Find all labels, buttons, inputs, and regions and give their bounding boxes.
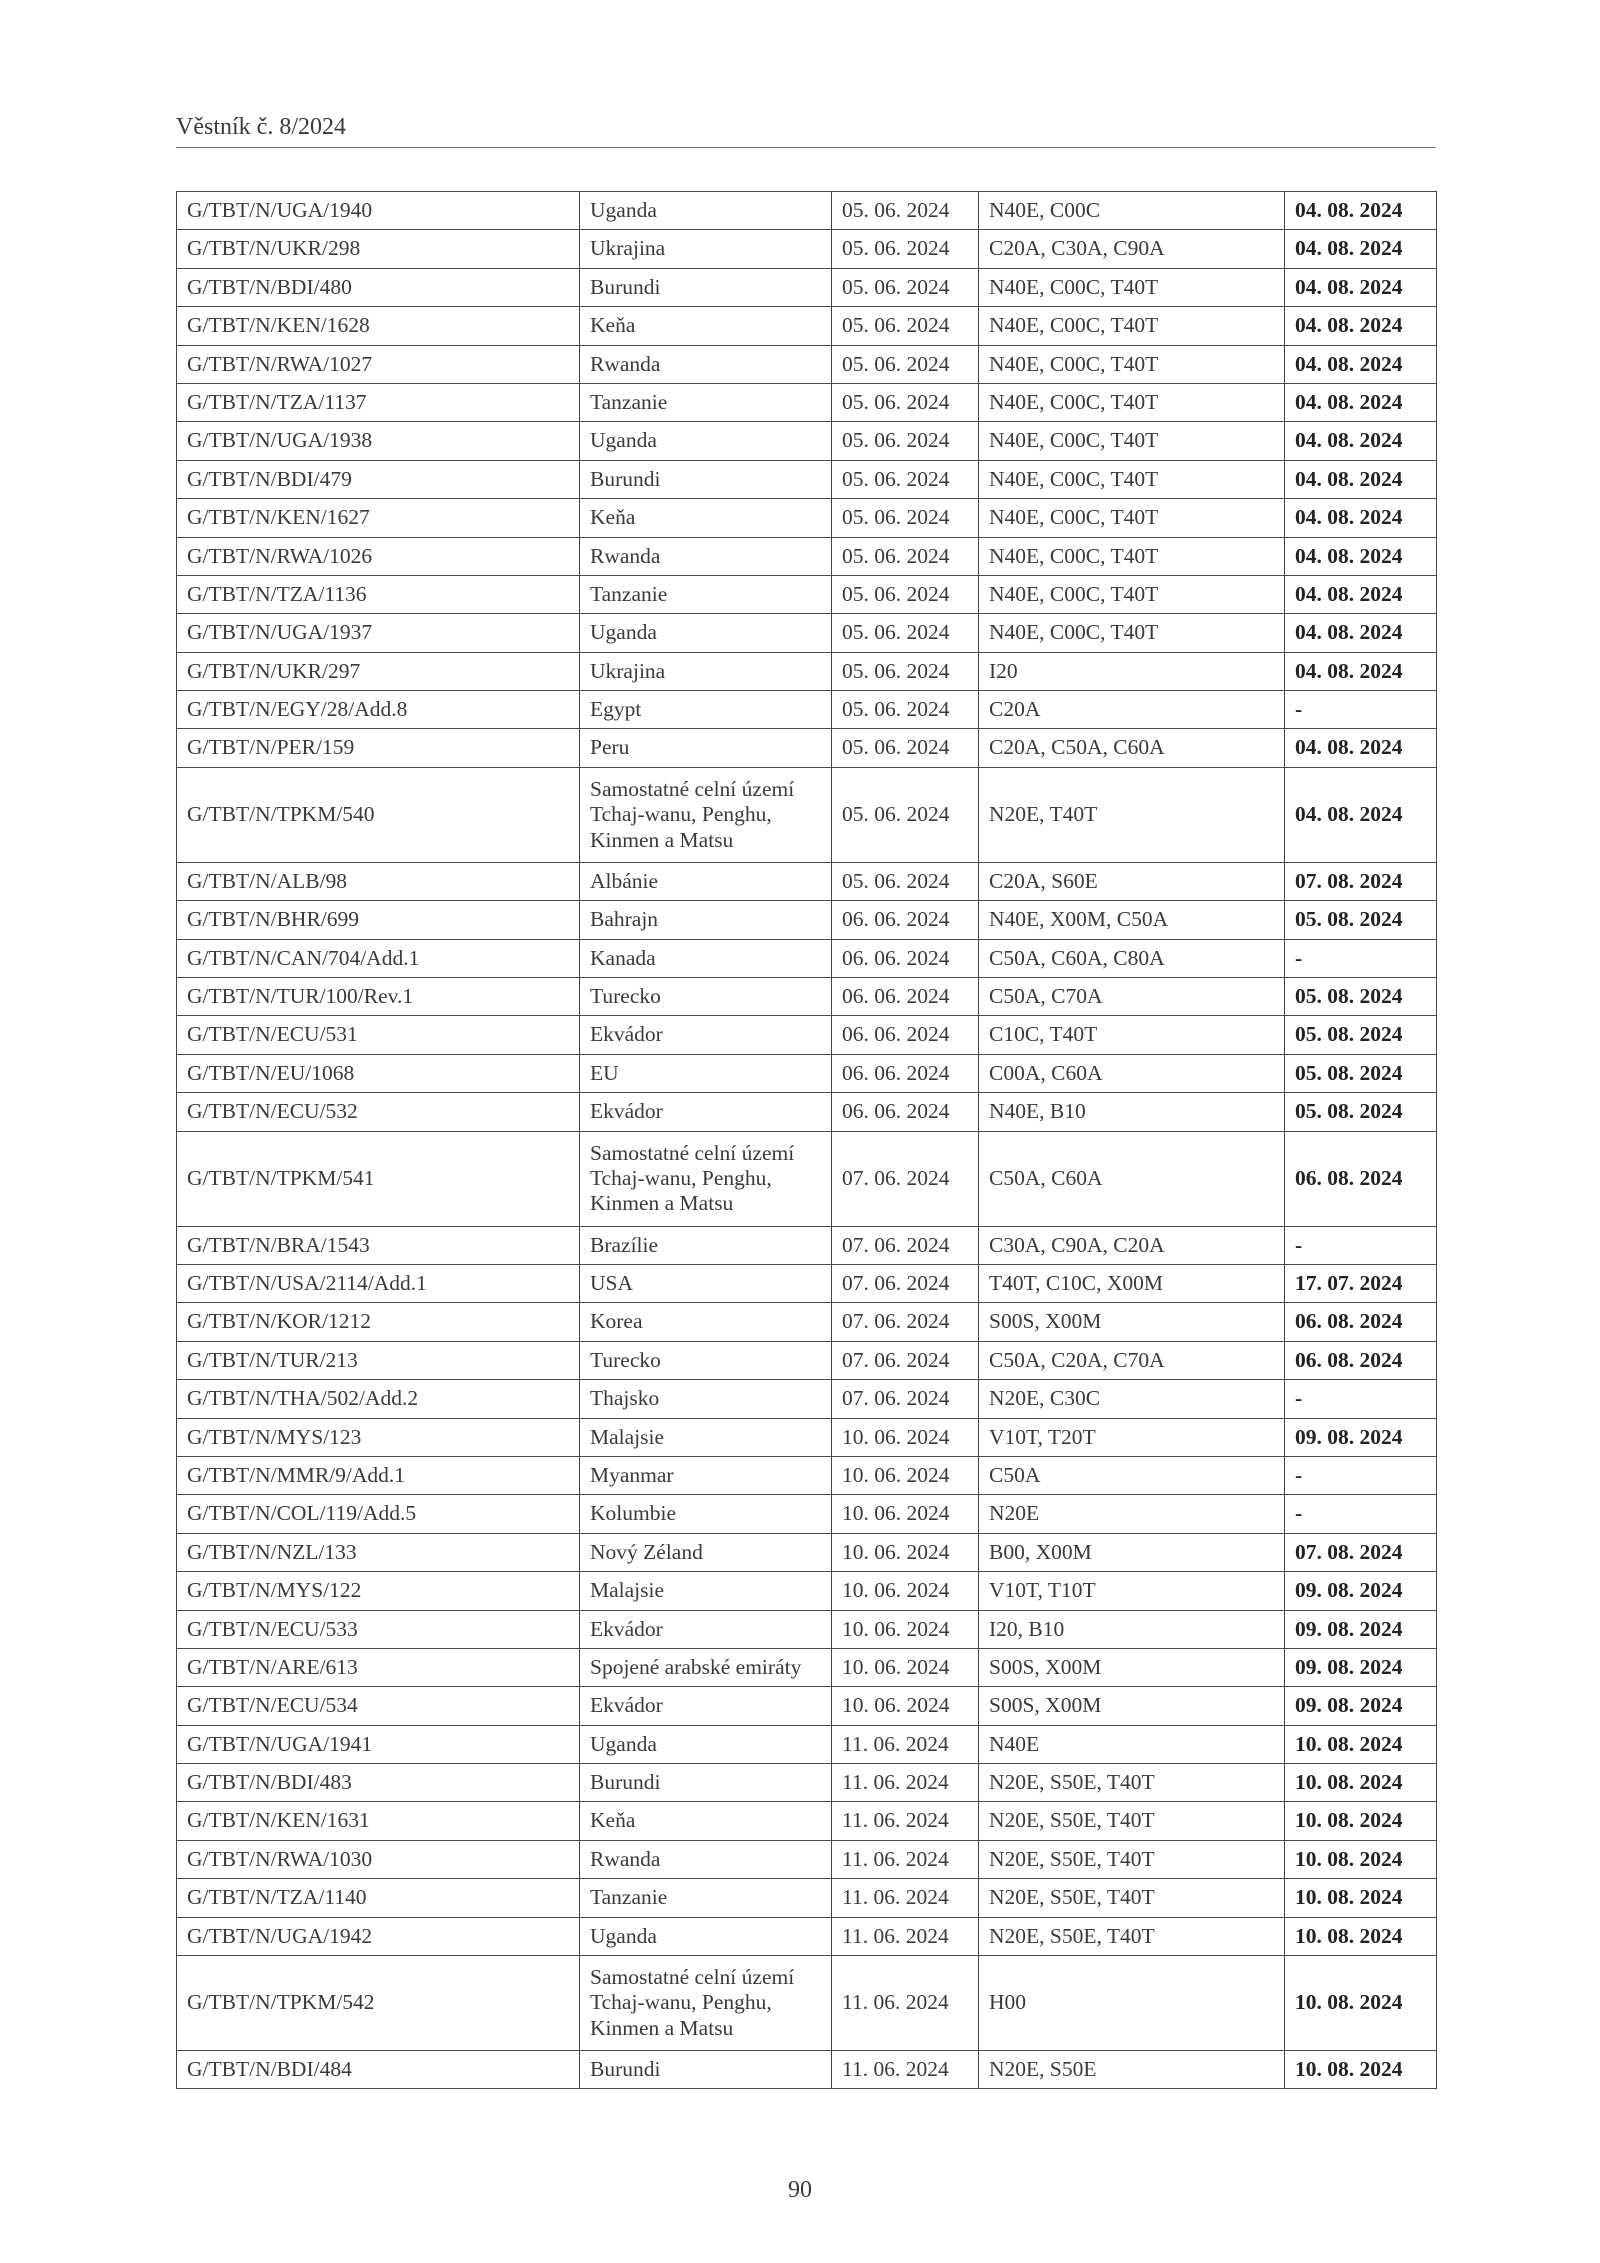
comment-deadline-cell: 09. 08. 2024: [1285, 1418, 1437, 1456]
ics-codes-cell: N40E, C00C, T40T: [979, 268, 1285, 306]
notification-symbol-cell: G/TBT/N/EU/1068: [177, 1054, 580, 1092]
comment-deadline-cell: 10. 08. 2024: [1285, 1802, 1437, 1840]
member-country-cell: Rwanda: [580, 345, 832, 383]
table-row: [177, 307, 1437, 345]
ics-codes-cell: N20E, S50E, T40T: [979, 1917, 1285, 1955]
member-country-cell: Nový Zéland: [580, 1533, 832, 1571]
comment-deadline-cell: 09. 08. 2024: [1285, 1648, 1437, 1686]
table-row: [177, 767, 1437, 862]
table-row: [177, 729, 1437, 767]
ics-codes-cell: C20A, C50A, C60A: [979, 729, 1285, 767]
notification-date-cell: 05. 06. 2024: [832, 729, 979, 767]
notification-symbol-cell: G/TBT/N/USA/2114/Add.1: [177, 1264, 580, 1302]
ics-codes-cell: H00: [979, 1956, 1285, 2051]
comment-deadline-cell: 10. 08. 2024: [1285, 1917, 1437, 1955]
journal-title: Věstník č. 8/2024: [176, 114, 346, 140]
notification-date-cell: 10. 06. 2024: [832, 1572, 979, 1610]
member-country-cell: Uganda: [580, 1725, 832, 1763]
notification-date-cell: 05. 06. 2024: [832, 499, 979, 537]
comment-deadline-cell: 07. 08. 2024: [1285, 1533, 1437, 1571]
notification-date-cell: 10. 06. 2024: [832, 1648, 979, 1686]
member-country-cell: Tanzanie: [580, 383, 832, 421]
member-country-cell: Myanmar: [580, 1456, 832, 1494]
comment-deadline-cell: 07. 08. 2024: [1285, 862, 1437, 900]
notification-symbol-cell: G/TBT/N/UGA/1937: [177, 614, 580, 652]
table-row: [177, 1572, 1437, 1610]
comment-deadline-cell: 10. 08. 2024: [1285, 1956, 1437, 2051]
comment-deadline-cell: 05. 08. 2024: [1285, 1093, 1437, 1131]
table-row: [177, 1380, 1437, 1418]
comment-deadline-cell: 04. 08. 2024: [1285, 729, 1437, 767]
notification-date-cell: 07. 06. 2024: [832, 1380, 979, 1418]
notification-symbol-cell: G/TBT/N/TZA/1136: [177, 575, 580, 613]
member-country-cell: Ekvádor: [580, 1610, 832, 1648]
table-row: [177, 345, 1437, 383]
comment-deadline-cell: 04. 08. 2024: [1285, 614, 1437, 652]
table-row: [177, 1226, 1437, 1264]
notification-symbol-cell: G/TBT/N/KEN/1631: [177, 1802, 580, 1840]
member-country-cell: Tanzanie: [580, 575, 832, 613]
notification-symbol-cell: G/TBT/N/CAN/704/Add.1: [177, 939, 580, 977]
ics-codes-cell: C50A, C60A, C80A: [979, 939, 1285, 977]
notification-symbol-cell: G/TBT/N/NZL/133: [177, 1533, 580, 1571]
table-row: [177, 1879, 1437, 1917]
table-row: [177, 901, 1437, 939]
ics-codes-cell: N40E, C00C, T40T: [979, 460, 1285, 498]
comment-deadline-cell: 06. 08. 2024: [1285, 1303, 1437, 1341]
table-row: [177, 268, 1437, 306]
member-country-cell: Rwanda: [580, 537, 832, 575]
ics-codes-cell: V10T, T20T: [979, 1418, 1285, 1456]
notification-date-cell: 05. 06. 2024: [832, 537, 979, 575]
comment-deadline-cell: 10. 08. 2024: [1285, 1764, 1437, 1802]
notification-date-cell: 10. 06. 2024: [832, 1495, 979, 1533]
comment-deadline-cell: 04. 08. 2024: [1285, 499, 1437, 537]
table-row: [177, 652, 1437, 690]
notification-date-cell: 05. 06. 2024: [832, 192, 979, 230]
notification-symbol-cell: G/TBT/N/RWA/1027: [177, 345, 580, 383]
ics-codes-cell: N40E, C00C, T40T: [979, 422, 1285, 460]
notification-symbol-cell: G/TBT/N/ALB/98: [177, 862, 580, 900]
notification-date-cell: 05. 06. 2024: [832, 862, 979, 900]
ics-codes-cell: N40E, C00C, T40T: [979, 537, 1285, 575]
notification-date-cell: 11. 06. 2024: [832, 1917, 979, 1955]
notification-date-cell: 05. 06. 2024: [832, 383, 979, 421]
member-country-cell: Malajsie: [580, 1572, 832, 1610]
member-country-cell: Keňa: [580, 1802, 832, 1840]
notification-symbol-cell: G/TBT/N/UKR/297: [177, 652, 580, 690]
ics-codes-cell: N40E, C00C, T40T: [979, 614, 1285, 652]
member-country-cell: Tanzanie: [580, 1879, 832, 1917]
ics-codes-cell: C10C, T40T: [979, 1016, 1285, 1054]
ics-codes-cell: N40E, C00C, T40T: [979, 307, 1285, 345]
comment-deadline-cell: 05. 08. 2024: [1285, 978, 1437, 1016]
notification-date-cell: 07. 06. 2024: [832, 1264, 979, 1302]
notification-symbol-cell: G/TBT/N/KOR/1212: [177, 1303, 580, 1341]
comment-deadline-cell: 04. 08. 2024: [1285, 652, 1437, 690]
table-row: [177, 230, 1437, 268]
ics-codes-cell: C50A: [979, 1456, 1285, 1494]
notification-date-cell: 06. 06. 2024: [832, 1093, 979, 1131]
member-country-cell: Burundi: [580, 460, 832, 498]
notification-date-cell: 07. 06. 2024: [832, 1226, 979, 1264]
notification-symbol-cell: G/TBT/N/THA/502/Add.2: [177, 1380, 580, 1418]
notification-date-cell: 05. 06. 2024: [832, 460, 979, 498]
table-row: [177, 1840, 1437, 1878]
notification-date-cell: 11. 06. 2024: [832, 1879, 979, 1917]
notification-symbol-cell: G/TBT/N/TUR/100/Rev.1: [177, 978, 580, 1016]
member-country-cell: Bahrajn: [580, 901, 832, 939]
notification-symbol-cell: G/TBT/N/BDI/480: [177, 268, 580, 306]
table-row: [177, 383, 1437, 421]
table-row: [177, 1533, 1437, 1571]
notification-symbol-cell: G/TBT/N/TUR/213: [177, 1341, 580, 1379]
notification-date-cell: 07. 06. 2024: [832, 1131, 979, 1226]
member-country-cell: Spojené arabské emiráty: [580, 1648, 832, 1686]
notification-symbol-cell: G/TBT/N/TPKM/540: [177, 767, 580, 862]
table-row: [177, 1456, 1437, 1494]
table-row: [177, 1764, 1437, 1802]
ics-codes-cell: N20E, S50E, T40T: [979, 1879, 1285, 1917]
table-row: [177, 1648, 1437, 1686]
member-country-cell: Keňa: [580, 499, 832, 537]
comment-deadline-cell: 04. 08. 2024: [1285, 460, 1437, 498]
comment-deadline-cell: 04. 08. 2024: [1285, 383, 1437, 421]
table-row: [177, 862, 1437, 900]
page-number: 90: [788, 2177, 812, 2203]
table-row: [177, 1341, 1437, 1379]
ics-codes-cell: N20E, S50E, T40T: [979, 1802, 1285, 1840]
table-row: [177, 2051, 1437, 2089]
notification-symbol-cell: G/TBT/N/BDI/484: [177, 2051, 580, 2089]
ics-codes-cell: N40E: [979, 1725, 1285, 1763]
ics-codes-cell: I20: [979, 652, 1285, 690]
notification-symbol-cell: G/TBT/N/UGA/1938: [177, 422, 580, 460]
comment-deadline-cell: 04. 08. 2024: [1285, 268, 1437, 306]
ics-codes-cell: N20E, S50E, T40T: [979, 1764, 1285, 1802]
ics-codes-cell: N40E, B10: [979, 1093, 1285, 1131]
comment-deadline-cell: -: [1285, 1456, 1437, 1494]
ics-codes-cell: B00, X00M: [979, 1533, 1285, 1571]
comment-deadline-cell: 04. 08. 2024: [1285, 575, 1437, 613]
ics-codes-cell: N40E, C00C: [979, 192, 1285, 230]
notification-symbol-cell: G/TBT/N/KEN/1627: [177, 499, 580, 537]
notification-date-cell: 05. 06. 2024: [832, 345, 979, 383]
notification-date-cell: 05. 06. 2024: [832, 230, 979, 268]
ics-codes-cell: N20E: [979, 1495, 1285, 1533]
member-country-cell: Samostatné celní území Tchaj-wanu, Penghu, Kinmen a Matsu: [580, 1956, 832, 2051]
ics-codes-cell: N40E, C00C, T40T: [979, 345, 1285, 383]
comment-deadline-cell: 10. 08. 2024: [1285, 1725, 1437, 1763]
member-country-cell: Ukrajina: [580, 652, 832, 690]
comment-deadline-cell: 04. 08. 2024: [1285, 422, 1437, 460]
notifications-table: [176, 191, 1437, 2089]
notification-date-cell: 11. 06. 2024: [832, 1840, 979, 1878]
ics-codes-cell: N40E, X00M, C50A: [979, 901, 1285, 939]
notification-symbol-cell: G/TBT/N/BDI/483: [177, 1764, 580, 1802]
notification-date-cell: 05. 06. 2024: [832, 575, 979, 613]
table-row: [177, 939, 1437, 977]
notification-symbol-cell: G/TBT/N/COL/119/Add.5: [177, 1495, 580, 1533]
comment-deadline-cell: 04. 08. 2024: [1285, 537, 1437, 575]
member-country-cell: Samostatné celní území Tchaj-wanu, Penghu, Kinmen a Matsu: [580, 1131, 832, 1226]
notification-symbol-cell: G/TBT/N/ECU/531: [177, 1016, 580, 1054]
table-row: [177, 691, 1437, 729]
notification-date-cell: 10. 06. 2024: [832, 1418, 979, 1456]
ics-codes-cell: C50A, C60A: [979, 1131, 1285, 1226]
comment-deadline-cell: 17. 07. 2024: [1285, 1264, 1437, 1302]
table-body: [177, 192, 1437, 2089]
member-country-cell: Turecko: [580, 978, 832, 1016]
notification-symbol-cell: G/TBT/N/BHR/699: [177, 901, 580, 939]
member-country-cell: Uganda: [580, 422, 832, 460]
comment-deadline-cell: 10. 08. 2024: [1285, 1879, 1437, 1917]
table-row: [177, 1610, 1437, 1648]
ics-codes-cell: S00S, X00M: [979, 1303, 1285, 1341]
notification-symbol-cell: G/TBT/N/ECU/534: [177, 1687, 580, 1725]
notification-date-cell: 05. 06. 2024: [832, 767, 979, 862]
comment-deadline-cell: -: [1285, 1226, 1437, 1264]
comment-deadline-cell: 04. 08. 2024: [1285, 307, 1437, 345]
table-row: [177, 537, 1437, 575]
table-row: [177, 422, 1437, 460]
notification-date-cell: 06. 06. 2024: [832, 939, 979, 977]
notification-symbol-cell: G/TBT/N/TZA/1140: [177, 1879, 580, 1917]
ics-codes-cell: C00A, C60A: [979, 1054, 1285, 1092]
table-row: [177, 978, 1437, 1016]
table-row: [177, 614, 1437, 652]
member-country-cell: Burundi: [580, 268, 832, 306]
notification-symbol-cell: G/TBT/N/EGY/28/Add.8: [177, 691, 580, 729]
member-country-cell: Korea: [580, 1303, 832, 1341]
notification-symbol-cell: G/TBT/N/MYS/122: [177, 1572, 580, 1610]
notification-date-cell: 05. 06. 2024: [832, 691, 979, 729]
ics-codes-cell: V10T, T10T: [979, 1572, 1285, 1610]
notification-date-cell: 07. 06. 2024: [832, 1303, 979, 1341]
member-country-cell: Samostatné celní území Tchaj-wanu, Penghu, Kinmen a Matsu: [580, 767, 832, 862]
member-country-cell: Ukrajina: [580, 230, 832, 268]
comment-deadline-cell: 04. 08. 2024: [1285, 767, 1437, 862]
table-row: [177, 1495, 1437, 1533]
comment-deadline-cell: 04. 08. 2024: [1285, 345, 1437, 383]
notification-date-cell: 11. 06. 2024: [832, 1956, 979, 2051]
member-country-cell: Egypt: [580, 691, 832, 729]
member-country-cell: Malajsie: [580, 1418, 832, 1456]
notification-symbol-cell: G/TBT/N/ECU/533: [177, 1610, 580, 1648]
notification-date-cell: 05. 06. 2024: [832, 652, 979, 690]
comment-deadline-cell: -: [1285, 1495, 1437, 1533]
comment-deadline-cell: 05. 08. 2024: [1285, 1054, 1437, 1092]
notification-date-cell: 10. 06. 2024: [832, 1456, 979, 1494]
member-country-cell: Rwanda: [580, 1840, 832, 1878]
notification-date-cell: 11. 06. 2024: [832, 1802, 979, 1840]
comment-deadline-cell: 05. 08. 2024: [1285, 1016, 1437, 1054]
notification-date-cell: 06. 06. 2024: [832, 1016, 979, 1054]
comment-deadline-cell: 10. 08. 2024: [1285, 2051, 1437, 2089]
notification-symbol-cell: G/TBT/N/KEN/1628: [177, 307, 580, 345]
notification-symbol-cell: G/TBT/N/UGA/1940: [177, 192, 580, 230]
notification-date-cell: 06. 06. 2024: [832, 978, 979, 1016]
table-row: [177, 1093, 1437, 1131]
comment-deadline-cell: -: [1285, 939, 1437, 977]
table-row: [177, 460, 1437, 498]
ics-codes-cell: C20A: [979, 691, 1285, 729]
notification-symbol-cell: G/TBT/N/TPKM/542: [177, 1956, 580, 2051]
table-row: [177, 1131, 1437, 1226]
comment-deadline-cell: 04. 08. 2024: [1285, 192, 1437, 230]
member-country-cell: Burundi: [580, 1764, 832, 1802]
table-row: [177, 1802, 1437, 1840]
notification-symbol-cell: G/TBT/N/BDI/479: [177, 460, 580, 498]
table-row: [177, 1956, 1437, 2051]
page-header: [176, 111, 1436, 148]
comment-deadline-cell: 09. 08. 2024: [1285, 1572, 1437, 1610]
member-country-cell: USA: [580, 1264, 832, 1302]
member-country-cell: Uganda: [580, 192, 832, 230]
ics-codes-cell: N20E, S50E: [979, 2051, 1285, 2089]
notification-symbol-cell: G/TBT/N/MMR/9/Add.1: [177, 1456, 580, 1494]
table-row: [177, 1687, 1437, 1725]
ics-codes-cell: C30A, C90A, C20A: [979, 1226, 1285, 1264]
notification-date-cell: 05. 06. 2024: [832, 422, 979, 460]
comment-deadline-cell: 04. 08. 2024: [1285, 230, 1437, 268]
notification-date-cell: 10. 06. 2024: [832, 1610, 979, 1648]
table-row: [177, 1264, 1437, 1302]
comment-deadline-cell: -: [1285, 1380, 1437, 1418]
notification-symbol-cell: G/TBT/N/PER/159: [177, 729, 580, 767]
comment-deadline-cell: 06. 08. 2024: [1285, 1131, 1437, 1226]
member-country-cell: Keňa: [580, 307, 832, 345]
ics-codes-cell: N20E, T40T: [979, 767, 1285, 862]
ics-codes-cell: S00S, X00M: [979, 1648, 1285, 1686]
table-row: [177, 1054, 1437, 1092]
ics-codes-cell: N40E, C00C, T40T: [979, 575, 1285, 613]
table-row: [177, 575, 1437, 613]
comment-deadline-cell: 10. 08. 2024: [1285, 1840, 1437, 1878]
table-row: [177, 192, 1437, 230]
notification-symbol-cell: G/TBT/N/UGA/1941: [177, 1725, 580, 1763]
member-country-cell: Kolumbie: [580, 1495, 832, 1533]
member-country-cell: Ekvádor: [580, 1687, 832, 1725]
table-row: [177, 1016, 1437, 1054]
ics-codes-cell: I20, B10: [979, 1610, 1285, 1648]
notification-date-cell: 11. 06. 2024: [832, 1764, 979, 1802]
member-country-cell: Thajsko: [580, 1380, 832, 1418]
table-row: [177, 499, 1437, 537]
notification-symbol-cell: G/TBT/N/UKR/298: [177, 230, 580, 268]
ics-codes-cell: C50A, C20A, C70A: [979, 1341, 1285, 1379]
ics-codes-cell: C20A, S60E: [979, 862, 1285, 900]
notification-date-cell: 05. 06. 2024: [832, 614, 979, 652]
notification-symbol-cell: G/TBT/N/TPKM/541: [177, 1131, 580, 1226]
notification-symbol-cell: G/TBT/N/ECU/532: [177, 1093, 580, 1131]
comment-deadline-cell: 09. 08. 2024: [1285, 1687, 1437, 1725]
notification-symbol-cell: G/TBT/N/RWA/1030: [177, 1840, 580, 1878]
notification-symbol-cell: G/TBT/N/RWA/1026: [177, 537, 580, 575]
ics-codes-cell: C50A, C70A: [979, 978, 1285, 1016]
member-country-cell: Peru: [580, 729, 832, 767]
notification-date-cell: 05. 06. 2024: [832, 307, 979, 345]
comment-deadline-cell: -: [1285, 691, 1437, 729]
table-row: [177, 1303, 1437, 1341]
member-country-cell: Albánie: [580, 862, 832, 900]
member-country-cell: Turecko: [580, 1341, 832, 1379]
notification-symbol-cell: G/TBT/N/ARE/613: [177, 1648, 580, 1686]
ics-codes-cell: T40T, C10C, X00M: [979, 1264, 1285, 1302]
notification-symbol-cell: G/TBT/N/MYS/123: [177, 1418, 580, 1456]
table-row: [177, 1418, 1437, 1456]
notification-date-cell: 10. 06. 2024: [832, 1533, 979, 1571]
ics-codes-cell: S00S, X00M: [979, 1687, 1285, 1725]
notification-symbol-cell: G/TBT/N/BRA/1543: [177, 1226, 580, 1264]
notification-date-cell: 06. 06. 2024: [832, 1054, 979, 1092]
ics-codes-cell: N40E, C00C, T40T: [979, 499, 1285, 537]
table-row: [177, 1725, 1437, 1763]
ics-codes-cell: C20A, C30A, C90A: [979, 230, 1285, 268]
member-country-cell: Uganda: [580, 1917, 832, 1955]
member-country-cell: Kanada: [580, 939, 832, 977]
member-country-cell: Burundi: [580, 2051, 832, 2089]
notification-date-cell: 11. 06. 2024: [832, 2051, 979, 2089]
ics-codes-cell: N40E, C00C, T40T: [979, 383, 1285, 421]
notification-date-cell: 11. 06. 2024: [832, 1725, 979, 1763]
notification-date-cell: 06. 06. 2024: [832, 901, 979, 939]
member-country-cell: Ekvádor: [580, 1093, 832, 1131]
ics-codes-cell: N20E, C30C: [979, 1380, 1285, 1418]
comment-deadline-cell: 05. 08. 2024: [1285, 901, 1437, 939]
comment-deadline-cell: 06. 08. 2024: [1285, 1341, 1437, 1379]
notification-symbol-cell: G/TBT/N/TZA/1137: [177, 383, 580, 421]
member-country-cell: Ekvádor: [580, 1016, 832, 1054]
notification-date-cell: 10. 06. 2024: [832, 1687, 979, 1725]
member-country-cell: EU: [580, 1054, 832, 1092]
notification-date-cell: 07. 06. 2024: [832, 1341, 979, 1379]
notification-symbol-cell: G/TBT/N/UGA/1942: [177, 1917, 580, 1955]
comment-deadline-cell: 09. 08. 2024: [1285, 1610, 1437, 1648]
member-country-cell: Uganda: [580, 614, 832, 652]
ics-codes-cell: N20E, S50E, T40T: [979, 1840, 1285, 1878]
member-country-cell: Brazílie: [580, 1226, 832, 1264]
table-row: [177, 1917, 1437, 1955]
notification-date-cell: 05. 06. 2024: [832, 268, 979, 306]
